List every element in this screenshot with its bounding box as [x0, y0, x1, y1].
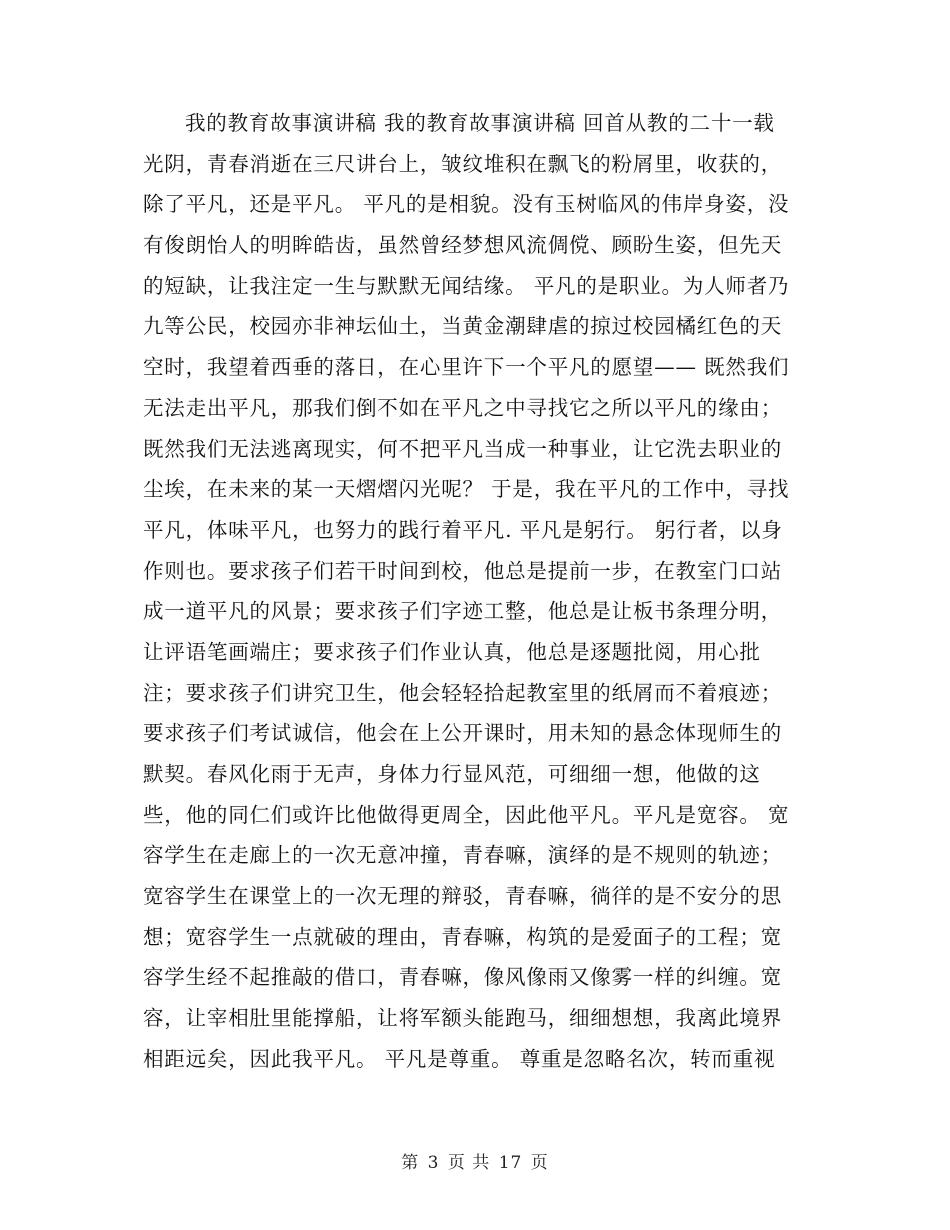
- body-text: [143, 103, 807, 1080]
- text-line: 容，让宰相肚里能撑船，让将军额头能跑马，细细想想，我离此境界: [143, 1006, 782, 1031]
- text-line: 成一道平凡的风景；要求孩子们字迹工整，他总是让板书条理分明，: [143, 599, 782, 624]
- text-line: 的短缺，让我注定一生与默默无闻结缘。 平凡的是职业。为人师者乃: [143, 273, 790, 298]
- text-line: 光阴，青春消逝在三尺讲台上，皱纹堆积在飘飞的粉屑里，收获的，: [143, 151, 782, 176]
- text-line: 尘埃，在未来的某一天熠熠闪光呢？ 于是，我在平凡的工作中，寻找: [143, 477, 790, 502]
- text-line: 作则也。要求孩子们若干时间到校，他总是提前一步，在教室门口站: [143, 558, 782, 583]
- text-line: 除了平凡，还是平凡。 平凡的是相貌。没有玉树临风的伟岸身姿，没: [143, 192, 790, 217]
- page-footer: [0, 1148, 950, 1173]
- text-line: 让评语笔画端庄；要求孩子们作业认真，他总是逐题批阅，用心批: [143, 639, 761, 664]
- text-line: 我的教育故事演讲稿 我的教育故事演讲稿 回首从教的二十一载: [185, 111, 775, 135]
- text-line: 要求孩子们考试诚信，他会在上公开课时，用未知的悬念体现师生的: [143, 721, 782, 746]
- footer-middle: 页 共: [447, 1153, 491, 1173]
- text-line: 些，他的同仁们或许比他做得更周全，因此他平凡。平凡是宽容。 宽: [143, 802, 790, 827]
- footer-prefix: 第: [401, 1153, 420, 1173]
- text-line: 无法走出平凡，那我们倒不如在平凡之中寻找它之所以平凡的缘由；: [143, 395, 782, 420]
- text-line: 九等公民，校园亦非神坛仙土，当黄金潮肆虐的掠过校园橘红色的天: [143, 314, 782, 339]
- current-page-number: 3: [427, 1153, 440, 1173]
- text-line: 平凡，体味平凡，也努力的践行着平凡. 平凡是躬行。 躬行者，以身: [143, 517, 783, 542]
- text-line: 既然我们无法逃离现实，何不把平凡当成一种事业，让它洗去职业的: [143, 436, 782, 461]
- text-line: 想；宽容学生一点就破的理由，青春嘛，构筑的是爱面子的工程；宽: [143, 924, 782, 949]
- footer-suffix: 页: [530, 1153, 549, 1173]
- text-line: 有俊朗怡人的明眸皓齿，虽然曾经梦想风流倜傥、顾盼生姿，但先天: [143, 233, 782, 258]
- text-line: 容学生经不起推敲的借口，青春嘛，像风像雨又像雾一样的纠缠。宽: [143, 965, 782, 990]
- text-line: 空时，我望着西垂的落日，在心里许下一个平凡的愿望—— 既然我们: [143, 355, 790, 380]
- text-line: 容学生在走廊上的一次无意冲撞，青春嘛，演绎的是不规则的轨迹；: [143, 843, 782, 868]
- total-page-count: 17: [498, 1153, 523, 1173]
- text-line: 相距远矣，因此我平凡。 平凡是尊重。 尊重是忽略名次，转而重视: [143, 1046, 776, 1071]
- text-line: 注；要求孩子们讲究卫生，他会轻轻拾起教室里的纸屑而不着痕迹；: [143, 680, 782, 705]
- text-line: 宽容学生在课堂上的一次无理的辩驳，青春嘛，徜徉的是不安分的思: [143, 884, 782, 909]
- text-line: 默契。春风化雨于无声，身体力行显风范，可细细一想，他做的这: [143, 762, 761, 786]
